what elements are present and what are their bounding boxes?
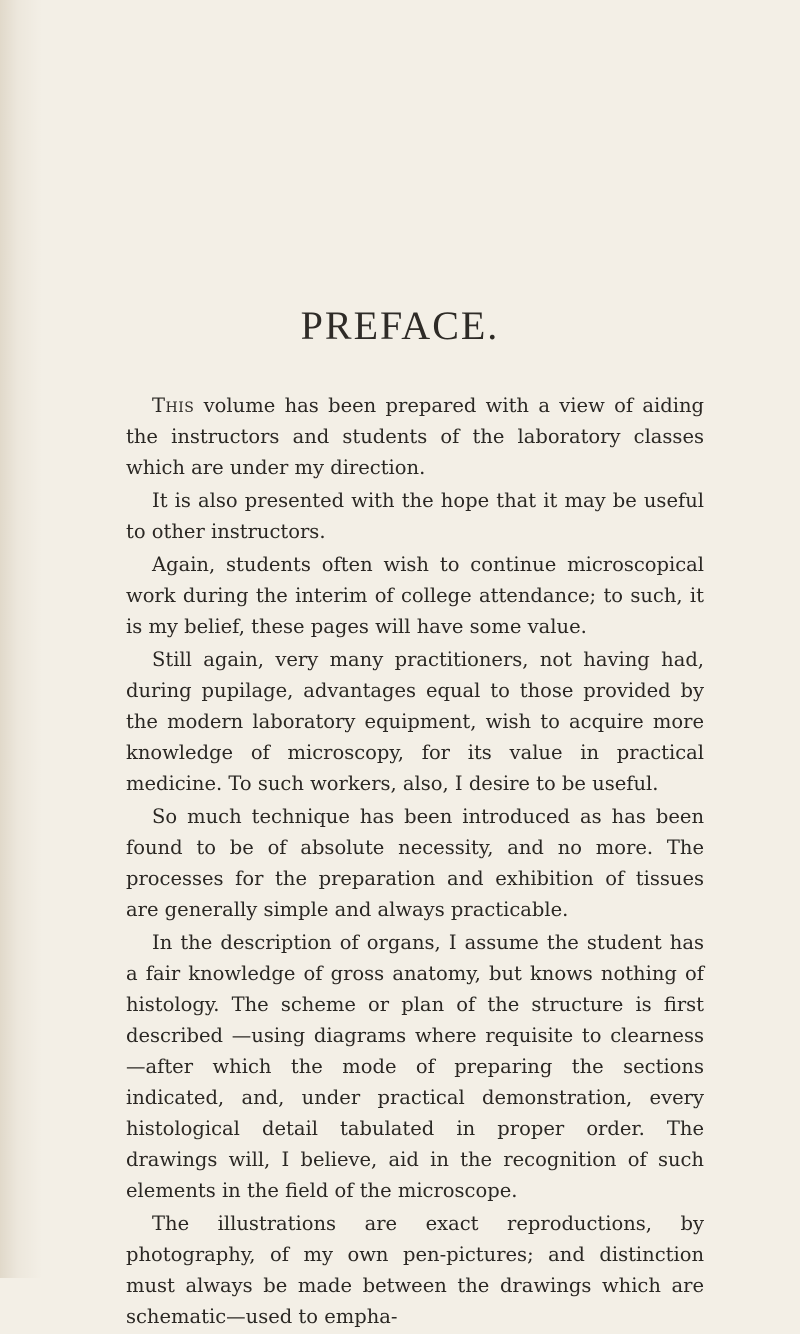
paragraph-5: So much technique has been introduced as has been found to be of absolute necessity, and no more. The processes for the preparation and exhibition of tissues are generally simple and always practicable.	[126, 805, 704, 921]
paragraph-4: Still again, very many practitioners, not having had, during pupilage, advantages equal to those provided by the modern laboratory equipment, wish to acquire more knowledge of microscopy, for its value in practical medicine. To such workers, also, I desire to be useful.	[126, 648, 704, 795]
paragraph-7: The illustrations are exact reproductions, by photography, of my own pen-pictures; and distinction must always be made between the drawings which are schematic—used to empha-	[126, 1212, 704, 1328]
paragraph-3: Again, students often wish to continue microscopical work during the interim of college attendance; to such, it is my belief, these pages will have some value.	[126, 553, 704, 638]
preface-body	[126, 390, 704, 1334]
paragraph-1	[126, 390, 704, 483]
paragraph-lead-word: This	[152, 394, 195, 417]
paragraph-2: It is also presented with the hope that it may be useful to other instructors.	[126, 489, 704, 543]
paragraph-1-text: volume has been prepared with a view of aiding the instructors and students of the laboratory classes which are under my direction.	[126, 394, 704, 479]
page-title: PREFACE.	[300, 303, 500, 348]
paragraph-6: In the description of organs, I assume the student has a fair knowledge of gross anatomy, but knows nothing of histology. The scheme or plan of the structure is first described —using diagrams where requisite to clearness—after which the mode of preparing the sections indicated, and, under practical demonstration, every histological detail tabulated in proper order. The drawings will, I believe, aid in the recognition of such elements in the field of the microscope.	[126, 931, 704, 1202]
